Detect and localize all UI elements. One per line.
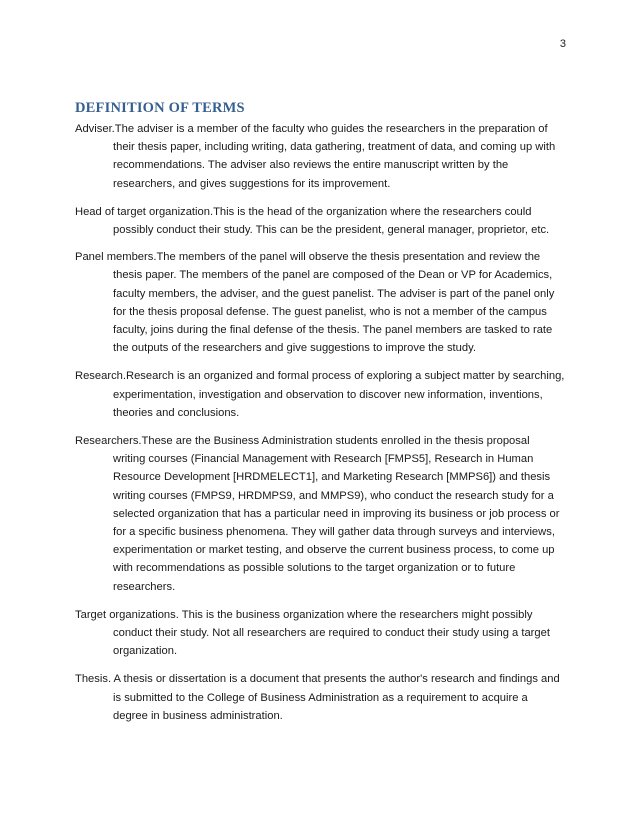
term-entry-researchers: Researchers.These are the Business Administration students enrolled in the thesis proposal writing courses (Financial Management with Research [FMPS5], Research in Human Resource Development [HRDMELECT1], and Marketing Research [MMPS6]) and thesis writing courses (FMPS9, HRDMPS9, and MMPS9), who conduct the research study for a selected organization that has a particular need in improving its business or job process or for a specific business phenomena. They will gather data through surveys and interviews, experimentation or market testing, and observe the current business process, to come up with recommendations as possible solutions to the target organization or to future researchers. xyxy=(75,435,560,593)
term-entry-target-organizations: Target organizations. This is the business organization where the researchers might possibly conduct their study. Not all researchers are required to conduct their study using a target organization. xyxy=(75,608,550,658)
terms-list xyxy=(75,120,565,735)
term-entry-research: Research.Research is an organized and formal process of exploring a subject matter by searching, experimentation, investigation and observation to discover new information, inventions, theories and conclusions. xyxy=(75,370,565,419)
term-entry-thesis: Thesis. A thesis or dissertation is a document that presents the author's research and findings and is submitted to the College of Business Administration as a requirement to acquire a degree in business administration. xyxy=(75,673,560,722)
term-entry-panel-members: Panel members.The members of the panel will observe the thesis presentation and review the thesis paper. The members of the panel are composed of the Dean or VP for Academics, faculty members, the adviser, and the guest panelist. The adviser is part of the panel only for the thesis proposal defense. The guest panelist, who is not a member of the campus faculty, joins during the final defense of the thesis. The panel members are tasked to rate the outputs of the researchers and give suggestions to improve the study. xyxy=(75,251,555,355)
term-entry-adviser: Adviser.The adviser is a member of the faculty who guides the researchers in the preparation of their thesis paper, including writing, data gathering, treatment of data, and coming up with recommendations. The adviser also reviews the entire manuscript written by the researchers, and gives suggestions for its improvement. xyxy=(75,123,556,190)
section-heading: DEFINITION OF TERMS xyxy=(75,100,245,116)
term-entry-head-of-target-organization: Head of target organization.This is the head of the organization where the researchers could possibly conduct their study. This can be the president, general manager, proprietor, etc. xyxy=(75,205,550,237)
page-number: 3 xyxy=(559,38,566,50)
